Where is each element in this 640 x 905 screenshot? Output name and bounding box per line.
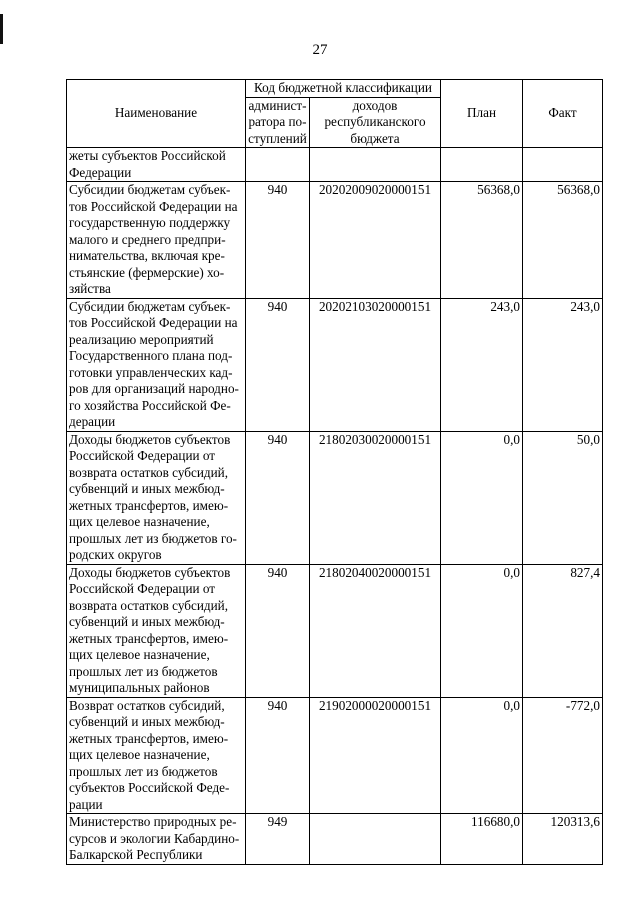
row-name-line: нимательства, включая кре-	[69, 248, 225, 263]
row-name	[67, 298, 246, 431]
row-name-line: жетных трансфертов, имею-	[69, 730, 229, 746]
header-administrator: админист- ратора по- ступлений	[246, 97, 310, 148]
table-row	[67, 431, 603, 564]
row-name-line: возврата остатков субсидий,	[69, 597, 229, 613]
row-fact	[523, 148, 603, 182]
row-fact: 243,0	[523, 298, 603, 431]
row-name-line: жетных трансфертов, имею-	[69, 630, 229, 646]
row-name-line: муниципальных районов	[69, 680, 210, 695]
row-name-line: тов Российской Федерации на	[69, 315, 238, 330]
row-name-line: субвенций и иных межбюд-	[69, 614, 225, 629]
row-plan	[441, 148, 523, 182]
row-plan: 56368,0	[441, 182, 523, 299]
row-plan: 0,0	[441, 697, 523, 814]
row-income-code: 20202103020000151	[310, 298, 441, 431]
row-name-line: щих целевое назначение,	[69, 747, 210, 762]
row-name-line: стьянские (фермерские) хо-	[69, 264, 225, 280]
row-name-line: зяйства	[69, 281, 111, 296]
row-name-line: тов Российской Федерации на	[69, 198, 238, 214]
row-name-line: Федерации	[69, 164, 132, 180]
row-fact: 120313,6	[523, 814, 603, 865]
row-name-line: родских округов	[69, 547, 162, 562]
row-income-code: 21902000020000151	[310, 697, 441, 814]
header-fact: Факт	[523, 80, 603, 148]
row-name-line: щих целевое назначение,	[69, 514, 210, 529]
page-number: 27	[312, 42, 328, 58]
budget-table	[66, 79, 603, 865]
table-row	[67, 148, 603, 182]
row-name-line: Российской Федерации от	[69, 581, 216, 596]
header-plan: План	[441, 80, 523, 148]
row-name-line: прошлых лет из бюджетов го-	[69, 530, 237, 546]
header-name: Наименование	[67, 80, 246, 148]
row-name-line: государственную поддержку	[69, 215, 231, 230]
table-row	[67, 298, 603, 431]
row-name-line: го хозяйства Российской Фе-	[69, 397, 231, 413]
row-name	[67, 814, 246, 865]
row-name-line: щих целевое назначение,	[69, 647, 210, 662]
row-name-line: рации	[69, 796, 103, 812]
row-name-line: прошлых лет из бюджетов	[69, 663, 218, 679]
row-name-line: Возврат остатков субсидий,	[69, 697, 225, 713]
row-fact: -772,0	[523, 697, 603, 814]
table-row	[67, 182, 603, 299]
row-name	[67, 431, 246, 564]
row-income-code: 20202009020000151	[310, 182, 441, 299]
row-income-code	[310, 148, 441, 182]
header-income: доходов республиканского бюджета	[310, 97, 441, 148]
row-fact: 50,0	[523, 431, 603, 564]
row-plan: 243,0	[441, 298, 523, 431]
row-administrator-code: 940	[246, 298, 310, 431]
row-name-line: прошлых лет из бюджетов	[69, 763, 218, 779]
row-administrator-code: 940	[246, 564, 310, 697]
row-name-line: Субсидии бюджетам субъек-	[69, 298, 231, 314]
row-name-line: сурсов и экологии Кабардино-	[69, 830, 240, 846]
row-name	[67, 182, 246, 299]
row-plan: 116680,0	[441, 814, 523, 865]
row-administrator-code: 940	[246, 182, 310, 299]
row-name-line: дерации	[69, 414, 116, 429]
row-administrator-code: 949	[246, 814, 310, 865]
row-name-line: Российской Федерации от	[69, 448, 216, 463]
header-code-group: Код бюджетной классификации	[246, 80, 441, 98]
row-name-line: Субсидии бюджетам субъек-	[69, 182, 231, 197]
row-name-line: Государственного плана под-	[69, 348, 233, 363]
row-name-line: Доходы бюджетов субъектов	[69, 564, 231, 580]
row-income-code	[310, 814, 441, 865]
table-row	[67, 697, 603, 814]
row-administrator-code: 940	[246, 431, 310, 564]
row-name-line: субъектов Российской Феде-	[69, 780, 230, 795]
row-administrator-code	[246, 148, 310, 182]
row-name-line: жетных трансфертов, имею-	[69, 497, 229, 513]
row-name-line: Балкарской Республики	[69, 847, 203, 862]
row-name-line: субвенций и иных межбюд-	[69, 481, 225, 496]
row-plan: 0,0	[441, 431, 523, 564]
row-name	[67, 564, 246, 697]
row-plan: 0,0	[441, 564, 523, 697]
row-name-line: реализацию мероприятий	[69, 331, 214, 347]
row-income-code: 21802030020000151	[310, 431, 441, 564]
row-name	[67, 148, 246, 182]
row-name	[67, 697, 246, 814]
row-name-line: Министерство природных ре-	[69, 814, 237, 829]
row-administrator-code: 940	[246, 697, 310, 814]
table-row	[67, 814, 603, 865]
row-name-line: готовки управленческих кад-	[69, 364, 233, 380]
row-name-line: жеты субъектов Российской	[69, 148, 226, 163]
row-name-line: Доходы бюджетов субъектов	[69, 431, 231, 447]
row-name-line: малого и среднего предпри-	[69, 231, 226, 247]
row-name-line: возврата остатков субсидий,	[69, 464, 229, 480]
scan-edge-mark	[0, 14, 3, 44]
row-name-line: ров для организаций народно-	[69, 381, 239, 396]
table-row	[67, 564, 603, 697]
row-income-code: 21802040020000151	[310, 564, 441, 697]
row-name-line: субвенций и иных межбюд-	[69, 714, 225, 729]
row-fact: 56368,0	[523, 182, 603, 299]
row-fact: 827,4	[523, 564, 603, 697]
